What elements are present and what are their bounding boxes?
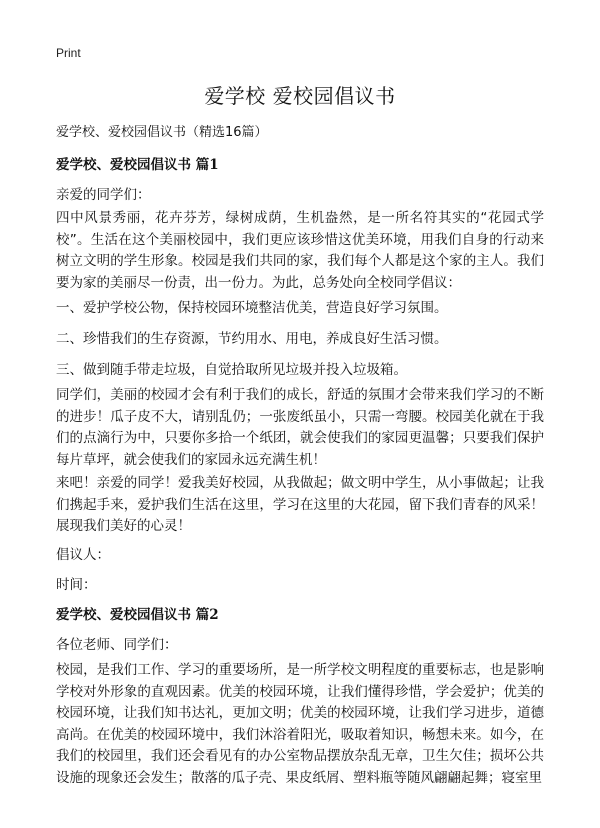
section-1-proposer: 倡议人： [56, 547, 110, 563]
document-title: 爱学校 爱校园倡议书 [204, 84, 396, 108]
section-2-heading: 爱学校、爱校园倡议书 篇2 [56, 607, 219, 623]
print-label[interactable]: Print [56, 46, 81, 60]
section-2-body: 校园，是我们工作、学习的重要场所，是一所学校文明程度的重要标志，也是影响学校对外形象的直观因素。优美的校园环境，让我们懂得珍惜，学会爱护；优美的校园环境，让我们知书达礼，更加文明；优美的校园环境，让我们学习进步，道德高尚。在优美的校园环境中，我们沐浴着阳光，吸取着知识，畅想未来。如今，在我们的校园里，我们还会看见有的办公室物品摆放杂乱无章，卫生欠佳；损坏公共设施的现象还会发生；散落的瓜子壳、果皮纸屑、塑料瓶等随风翩翩起舞；寝室里 [56, 662, 544, 786]
section-1-closing: 来吧！亲爱的同学！爱我美好校园，从我做起；做文明中学生，从小事做起；让我们携起手来，爱护我们生活在这里，学习在这里的大花园，留下我们青春的风采！展现我们美好的心灵！ [56, 475, 544, 534]
section-1-item-2: 二、珍惜我们的生存资源，节约用水、用电，养成良好生活习惯。 [56, 331, 448, 347]
document-subtitle: 爱学校、爱校园倡议书（精选16篇） [56, 125, 268, 140]
section-1-item-3: 三、做到随手带走垃圾，自觉拾取所见垃圾并投入垃圾箱。 [56, 362, 407, 378]
section-1-heading: 爱学校、爱校园倡议书 篇1 [56, 157, 219, 173]
section-1-greeting: 亲爱的同学们： [56, 187, 151, 203]
section-2-greeting: 各位老师、同学们： [56, 637, 178, 653]
section-1-body: 同学们，美丽的校园才会有利于我们的成长，舒适的氛围才会带来我们学习的不断的进步！瓜子皮不大，请别乱仍；一张废纸虽小，只需一弯腰。校园美化就在于我们的点滴行为中，只要你多拾一个纸团，就会使我们的家园更温馨；只要我们保护每片草坪，就会使我们的家园永远充满生机！ [56, 387, 544, 468]
section-1-time: 时间： [56, 577, 97, 593]
section-1-item-1: 一、爱护学校公物，保持校园环境整洁优美，营造良好学习氛围。 [56, 300, 448, 316]
section-1-intro: 四中风景秀丽，花卉芬芳，绿树成荫，生机盎然，是一所名符其实的“花园式学校”。生活在这个美丽校园中，我们更应该珍惜这优美环境，用我们自身的行动来树立文明的学生形象。校园是我们共同的家，我们每个人都是这个家的主人。我们要为家的美丽尽一份责，出一份力。为此，总务处向全校同学倡议： [56, 210, 544, 291]
